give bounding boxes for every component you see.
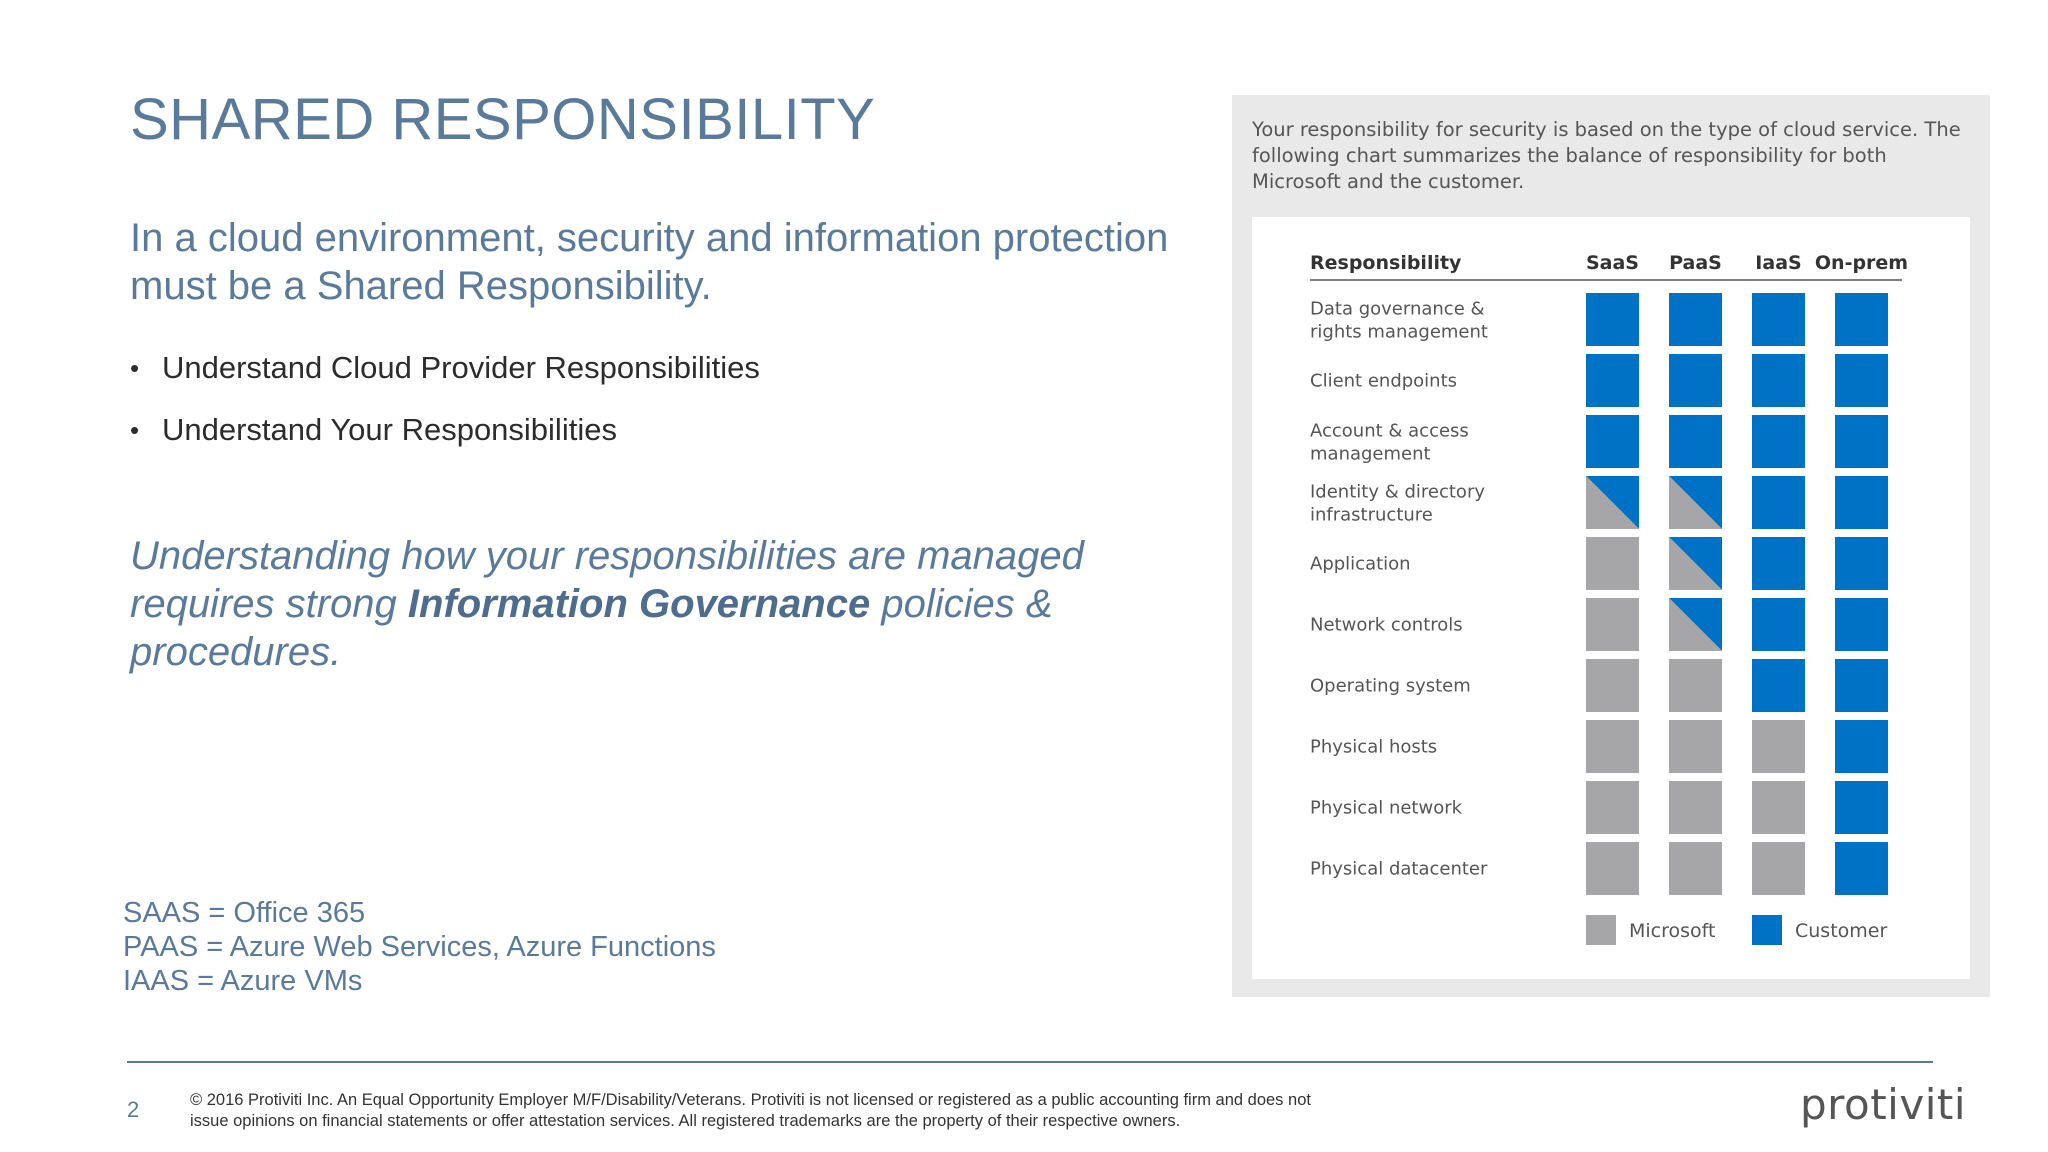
chart-cell-microsoft: [1752, 720, 1805, 773]
service-definitions: [123, 896, 716, 998]
chart-cell-customer: [1669, 354, 1722, 407]
chart-row-label: [1310, 482, 1485, 526]
chart-cell-customer: [1835, 293, 1888, 346]
chart-row-label: [1310, 421, 1469, 465]
definition-paas: PAAS = Azure Web Services, Azure Functions: [123, 931, 716, 963]
chart-cell-customer: [1752, 415, 1805, 468]
chart-cell-microsoft: [1586, 659, 1639, 712]
slide-subtitle: In a cloud environment, security and information protection must be a Shared Responsibility.: [130, 216, 1169, 308]
chart-header-responsibility: Responsibility: [1310, 252, 1462, 274]
chart-cell-customer: [1752, 659, 1805, 712]
chart-row-label-line: Account & access: [1310, 420, 1469, 442]
chart-row-label: Client endpoints: [1310, 370, 1458, 392]
governance-emphasis: Information Governance: [407, 582, 871, 626]
chart-row-label: Application: [1310, 553, 1411, 575]
responsibility-panel: [1232, 95, 1990, 997]
bullet-text: Understand Your Responsibilities: [162, 412, 617, 447]
chart-cell-customer: [1669, 415, 1722, 468]
legend-label-customer: Customer: [1795, 920, 1888, 942]
chart-row-label: Physical network: [1310, 797, 1463, 819]
chart-column-header: PaaS: [1669, 252, 1722, 274]
chart-cell-microsoft: [1586, 537, 1639, 590]
bullet-marker: •: [130, 414, 140, 445]
chart-cell-microsoft: [1586, 598, 1639, 651]
chart-cell-customer: [1752, 476, 1805, 529]
definition-iaas: IAAS = Azure VMs: [123, 965, 363, 997]
chart-column-header: IaaS: [1755, 252, 1802, 274]
chart-cell-microsoft: [1669, 842, 1722, 895]
legend-swatch-microsoft: [1586, 915, 1616, 945]
chart-row-label: Physical datacenter: [1310, 858, 1488, 880]
chart-cell-customer: [1835, 781, 1888, 834]
definition-saas: SAAS = Office 365: [123, 897, 366, 929]
governance-text-before: Understanding how your responsibilities are managed requires strong: [130, 534, 1084, 626]
chart-cell-microsoft: [1752, 781, 1805, 834]
bullet-text: Understand Cloud Provider Responsibilities: [162, 350, 760, 385]
chart-cell-microsoft: [1586, 720, 1639, 773]
chart-row-label: [1310, 299, 1488, 343]
page-number: 2: [127, 1097, 140, 1122]
chart-column-header: On-prem: [1814, 252, 1909, 274]
chart-cell-customer: [1835, 720, 1888, 773]
chart-cell-microsoft: [1669, 781, 1722, 834]
legend-label-microsoft: Microsoft: [1629, 920, 1716, 942]
chart-cell-customer: [1835, 598, 1888, 651]
protiviti-logo: protiviti: [1800, 1080, 1966, 1129]
bullet-item: [130, 350, 760, 386]
chart-row-label-line: rights management: [1310, 321, 1488, 343]
copyright-notice: © 2016 Protiviti Inc. An Equal Opportunity Employer M/F/Disability/Veterans. Protiviti is not licensed or registered as a public accounting firm and does not issue opinions on financial statements or offer attestation services. All registered trademarks are the property of their respective owners.: [190, 1091, 1311, 1130]
chart-cell-customer: [1586, 415, 1639, 468]
chart-row-label-line: Identity & directory: [1310, 481, 1485, 503]
responsibility-chart: [1252, 217, 1970, 979]
chart-cell-customer: [1835, 659, 1888, 712]
governance-statement: [130, 532, 1150, 676]
chart-cell-customer: [1586, 293, 1639, 346]
chart-cell-customer: [1835, 415, 1888, 468]
chart-row-label-line: infrastructure: [1310, 504, 1433, 526]
legend-swatch-customer: [1752, 915, 1782, 945]
chart-cell-microsoft: [1669, 659, 1722, 712]
chart-cell-customer: [1835, 476, 1888, 529]
chart-cell-customer: [1669, 293, 1722, 346]
chart-cell-customer: [1835, 354, 1888, 407]
bullet-marker: •: [130, 352, 140, 383]
chart-column-header: SaaS: [1585, 252, 1640, 274]
chart-cell-customer: [1835, 537, 1888, 590]
chart-row-label-line: management: [1310, 443, 1431, 465]
chart-row-label: Network controls: [1310, 614, 1463, 636]
chart-cell-customer: [1835, 842, 1888, 895]
governance-text-after: policies & procedures.: [130, 582, 1053, 674]
chart-cell-customer: [1752, 598, 1805, 651]
chart-cell-microsoft: [1752, 842, 1805, 895]
chart-cell-microsoft: [1586, 842, 1639, 895]
chart-cell-customer: [1752, 354, 1805, 407]
chart-row-label: Physical hosts: [1310, 736, 1438, 758]
chart-row-label: Operating system: [1310, 675, 1471, 697]
bullet-item: [130, 412, 760, 448]
chart-row-label-line: Data governance &: [1310, 298, 1485, 320]
chart-cell-microsoft: [1586, 781, 1639, 834]
chart-cell-customer: [1586, 354, 1639, 407]
chart-cell-customer: [1752, 293, 1805, 346]
panel-intro: Your responsibility for security is based on the type of cloud service. The following chart summarizes the balance of responsibility for both Microsoft and the customer.: [1252, 118, 1961, 193]
chart-cell-microsoft: [1669, 720, 1722, 773]
slide-title: SHARED RESPONSIBILITY: [130, 87, 876, 152]
chart-cell-customer: [1752, 537, 1805, 590]
responsibility-matrix: [1252, 217, 1970, 979]
footer-divider: [127, 1061, 1933, 1063]
bullet-list: [130, 350, 760, 474]
